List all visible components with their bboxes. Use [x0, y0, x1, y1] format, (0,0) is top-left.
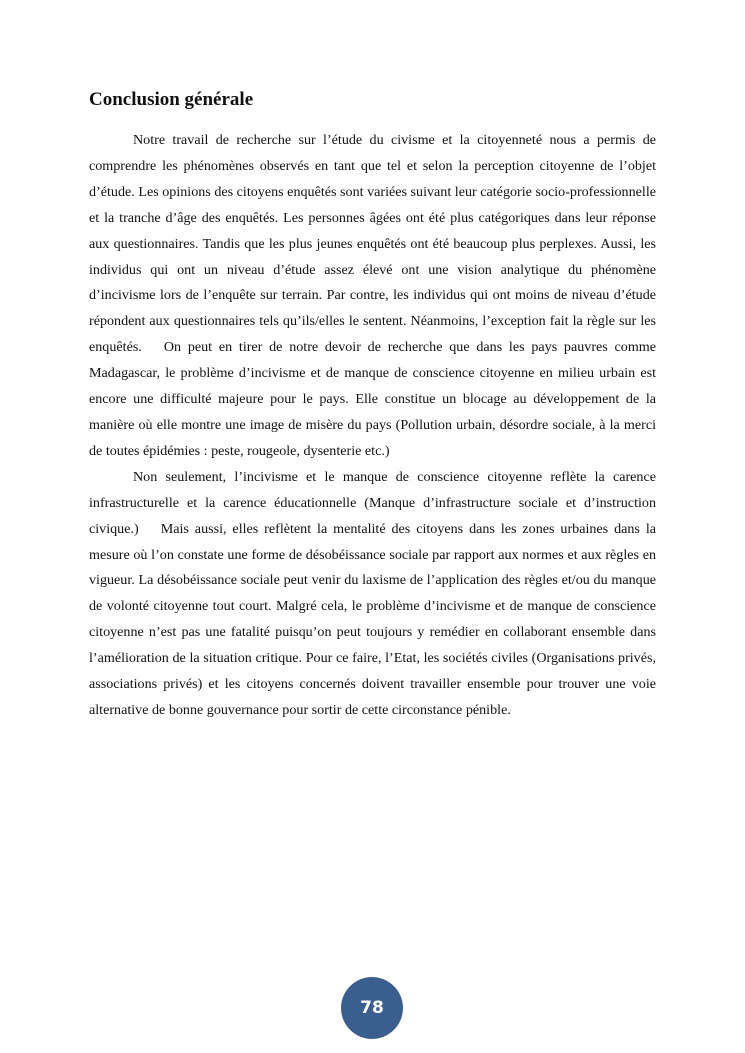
section-heading: Conclusion générale	[89, 89, 254, 110]
body-text	[89, 128, 656, 724]
paragraph-2-part-2: Mais aussi, elles reflètent la mentalité des citoyens dans les zones urbaines dans la mesure où l’on constate une forme de désobéissance sociale par rapport aux normes et aux règles en vigueur. La désobéissance sociale peut venir du laxisme de l’application des règles et/ou du manque de volonté citoyenne tout court. Malgré cela, le problème d’incivisme et de manque de conscience citoyenne n’est pas une fatalité puisqu’on peut toujours y remédier en collaborant ensemble dans l’amélioration de la situation critique. Pour ce faire, l’Etat, les sociétés civiles (Organisations privés, associations privés) et les citoyens concernés doivent travailler ensemble pour trouver une voie alternative de bonne gouvernance pour sortir de cette circonstance pénible.	[89, 520, 656, 718]
paragraph-1-part-1: Notre travail de recherche sur l’étude du civisme et la citoyenneté nous a permis de comprendre les phénomènes observés en tant que tel et selon la perception citoyenne de l’objet d’étude. Les opinions des citoyens enquêtés sont variées suivant leur catégorie socio-professionnelle et la tranche d’âge des enquêtés. Les personnes âgées ont été plus catégoriques dans leur réponse aux questionnaires. Tandis que les plus jeunes enquêtés ont été beaucoup plus perplexes. Aussi, les individus qui ont un niveau d’étude assez élevé ont une vision analytique du phénomène d’incivisme lors de l’enquête sur terrain. Par contre, les individus qui ont moins de niveau d’étude répondent aux questionnaires tels qu’ils/elles le sentent. Néanmoins, l’exception fait la règle sur les enquêtés.	[89, 132, 656, 356]
page-number: 78	[360, 998, 384, 1018]
page-number-badge	[341, 977, 403, 1039]
paragraph-1-part-2: On peut en tirer de notre devoir de recherche que dans les pays pauvres comme Madagascar, le problème d’incivisme et de manque de conscience citoyenne en milieu urbain est encore une difficulté majeure pour le pays. Elle constitue un blocage au développement de la manière où elle montre une image de misère du pays (Pollution urbain, désordre sociale, à la merci de toutes épidémies : peste, rougeole, dysenterie etc.)	[89, 339, 656, 459]
paragraph-2	[89, 465, 656, 724]
paragraph-2-part-1: Non seulement, l’incivisme et le manque de conscience citoyenne reflète la carence infrastructurelle et la carence éducationnelle (Manque d’infrastructure sociale et d’instruction civique.)	[89, 468, 656, 537]
paragraph-1	[89, 128, 656, 465]
